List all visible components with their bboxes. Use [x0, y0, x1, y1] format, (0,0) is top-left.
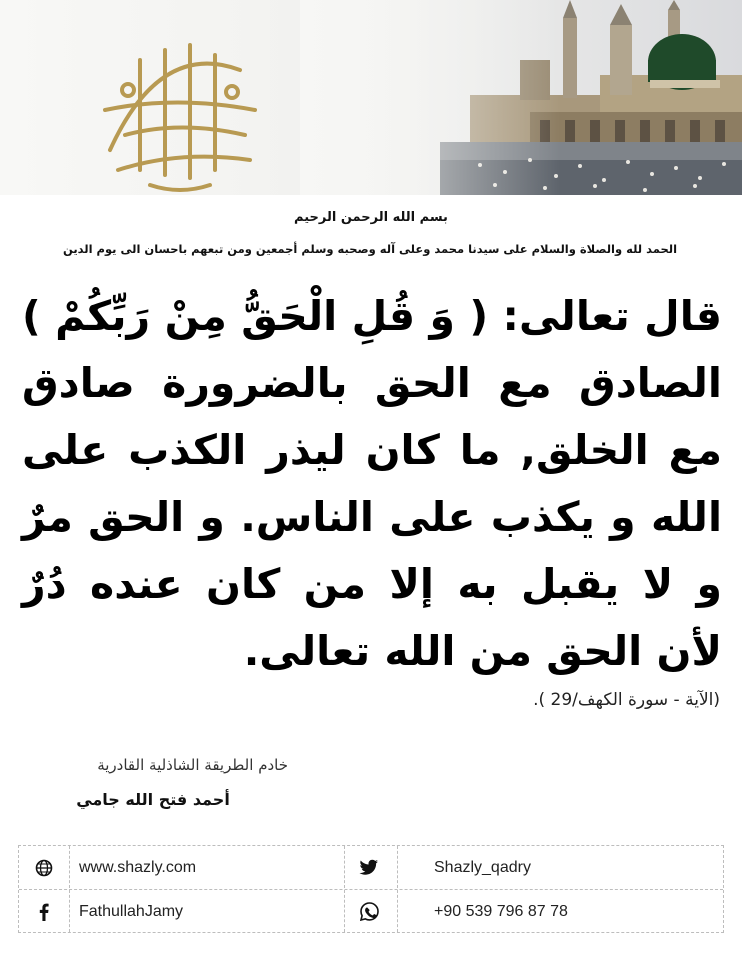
ayah-reference: (الآية - سورة الكهف/29 ).: [533, 690, 720, 710]
contact-grid: [18, 845, 724, 933]
facebook-icon: [19, 903, 69, 921]
header-banner: [0, 0, 742, 195]
website-cell[interactable]: [19, 846, 344, 889]
globe-icon: [19, 859, 69, 877]
facebook-cell[interactable]: [19, 890, 344, 933]
whatsapp-cell[interactable]: [344, 890, 724, 933]
opening-praise: الحمد لله والصلاة والسلام على سيدنا محمد وعلى آله وصحبه وسلم أجمعين ومن تبعهم باحسان الى يوم الدين: [62, 242, 678, 256]
signature-name: أحمد فتح الله جامي: [76, 790, 230, 809]
twitter-handle[interactable]: Shazly_qadry: [434, 858, 531, 876]
twitter-icon: [344, 859, 394, 876]
signature-title: خادم الطريقة الشاذلية القادرية: [97, 756, 288, 774]
twitter-cell[interactable]: [344, 846, 724, 889]
whatsapp-number[interactable]: +90 539 796 87 78: [434, 902, 568, 920]
facebook-name[interactable]: FathullahJamy: [79, 902, 184, 920]
mosque-photo: [0, 0, 742, 195]
bismillah: بسم الله الرحمن الرحيم: [294, 210, 448, 225]
whatsapp-icon: [344, 902, 394, 921]
website-link[interactable]: www.shazly.com: [79, 858, 197, 876]
main-text: قال تعالى: ( وَ قُلِ الْحَقُّ مِنْ رَبِّكُمْ ) الصادق مع الحق بالضرورة صادق مع الخلق, ما كان ليذر الكذب على الله و يكذب على الناس. و الحق مرٌ و لا يقبل به إلا من كان عنده دُرٌ لأن الحق من الله تعالى.: [22, 292, 722, 675]
